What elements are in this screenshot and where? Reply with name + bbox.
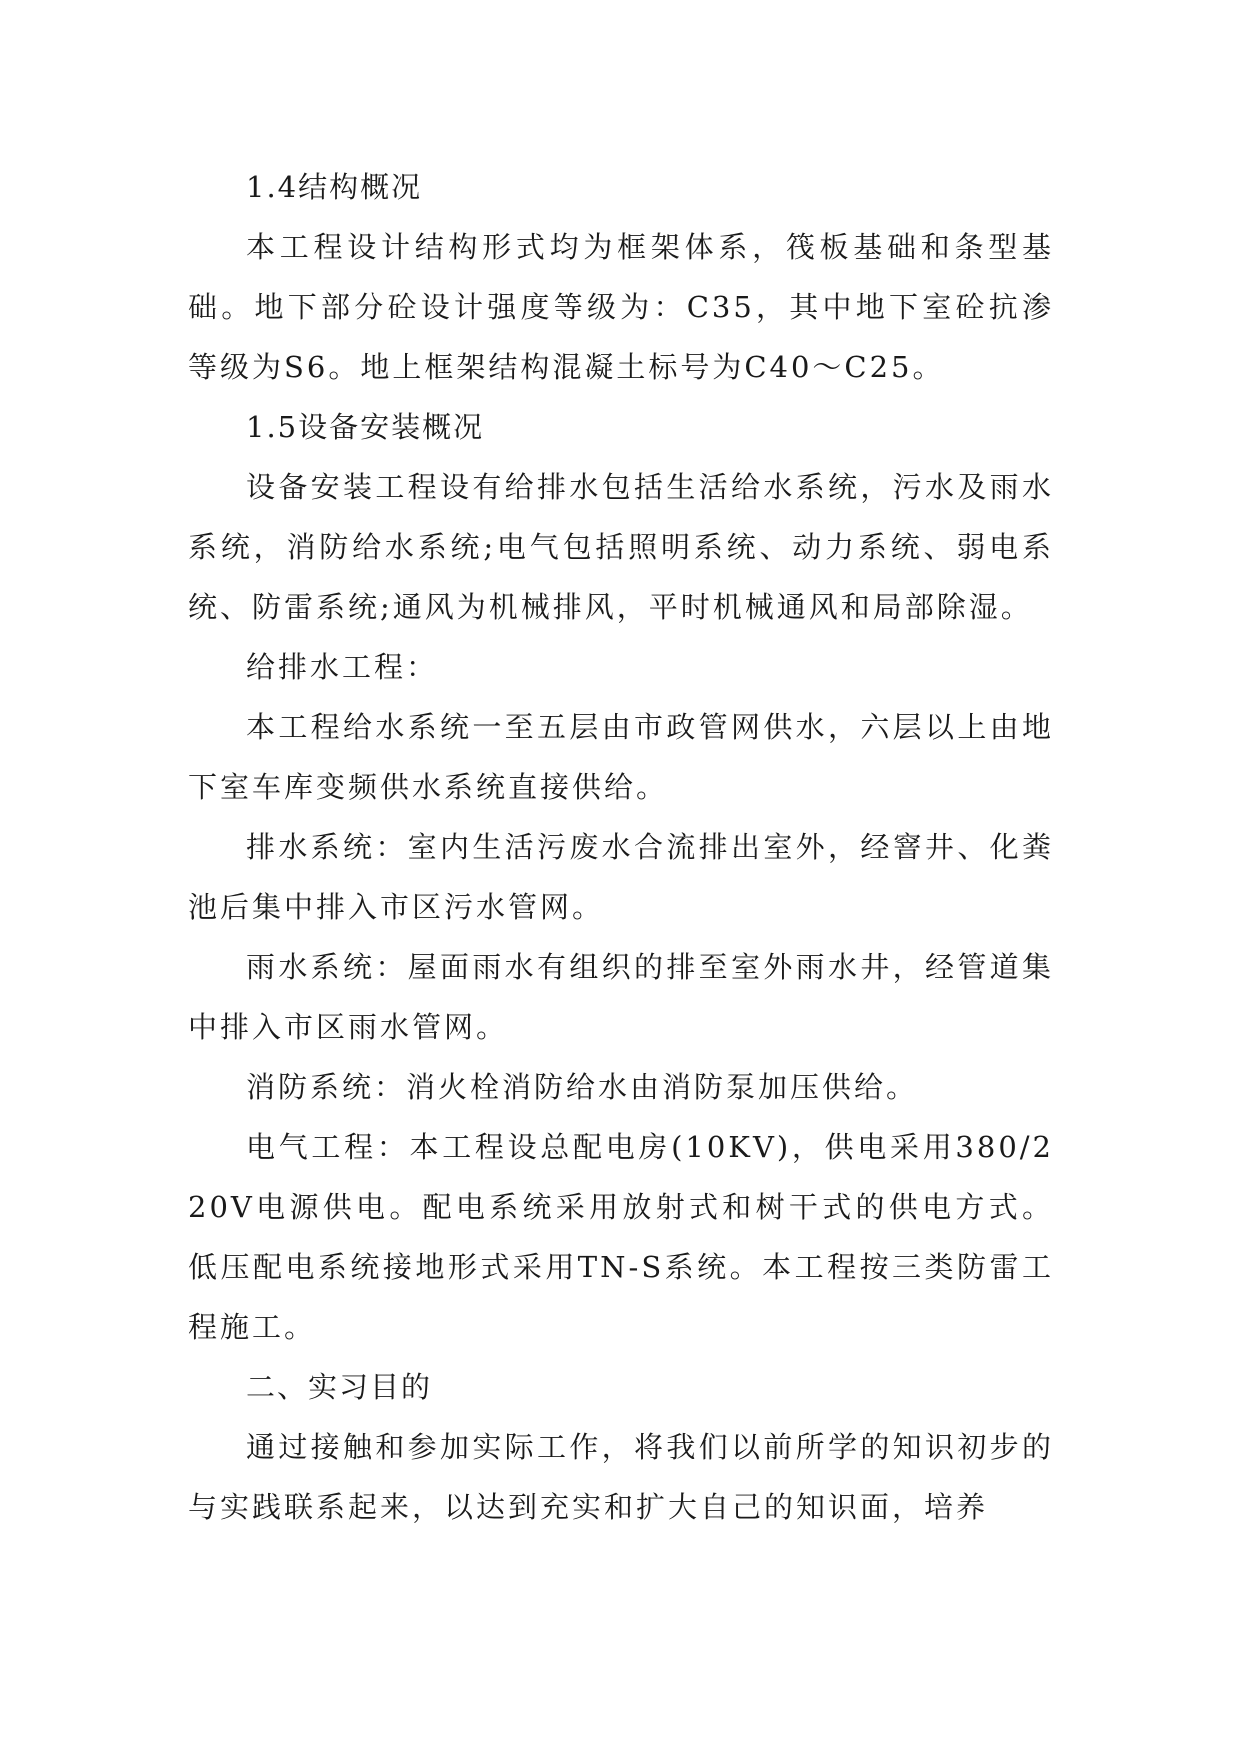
paragraph-fire-protection: 消防系统：消火栓消防给水由消防泵加压供给。 (246, 1070, 919, 1104)
paragraph-water-heading: 给排水工程： (246, 650, 439, 684)
paragraph-structure: 本工程设计结构形式均为框架体系，筏板基础和条型基础。地下部分砼设计强度等级为：C35，其中地下室砼抗渗等级为S6。地上框架结构混凝土标号为C40～C25。 (188, 230, 1054, 384)
paragraph-equipment: 设备安装工程设有给排水包括生活给水系统，污水及雨水系统，消防给水系统;电气包括照明系统、动力系统、弱电系统、防雷系统;通风为机械排风，平时机械通风和局部除湿。 (188, 470, 1054, 624)
paragraph-drainage: 排水系统：室内生活污废水合流排出室外，经窨井、化粪池后集中排入市区污水管网。 (188, 830, 1054, 924)
section-heading-structure: 1.4结构概况 (246, 170, 423, 204)
paragraph-electrical: 电气工程：本工程设总配电房(10KV)，供电采用380/220V电源供电。配电系统采用放射式和树干式的供电方式。低压配电系统接地形式采用TN-S系统。本工程按三类防雷工程施工。 (188, 1130, 1054, 1344)
paragraph-water-supply: 本工程给水系统一至五层由市政管网供水，六层以上由地下室车库变频供水系统直接供给。 (188, 710, 1054, 804)
paragraph-rainwater: 雨水系统：屋面雨水有组织的排至室外雨水井，经管道集中排入市区雨水管网。 (188, 950, 1054, 1044)
section-heading-purpose: 二、实习目的 (246, 1370, 433, 1404)
paragraph-purpose: 通过接触和参加实际工作，将我们以前所学的知识初步的与实践联系起来，以达到充实和扩大自己的知识面，培养 (188, 1430, 1054, 1524)
section-heading-equipment: 1.5设备安装概况 (246, 410, 485, 444)
document-body (188, 157, 1054, 1537)
